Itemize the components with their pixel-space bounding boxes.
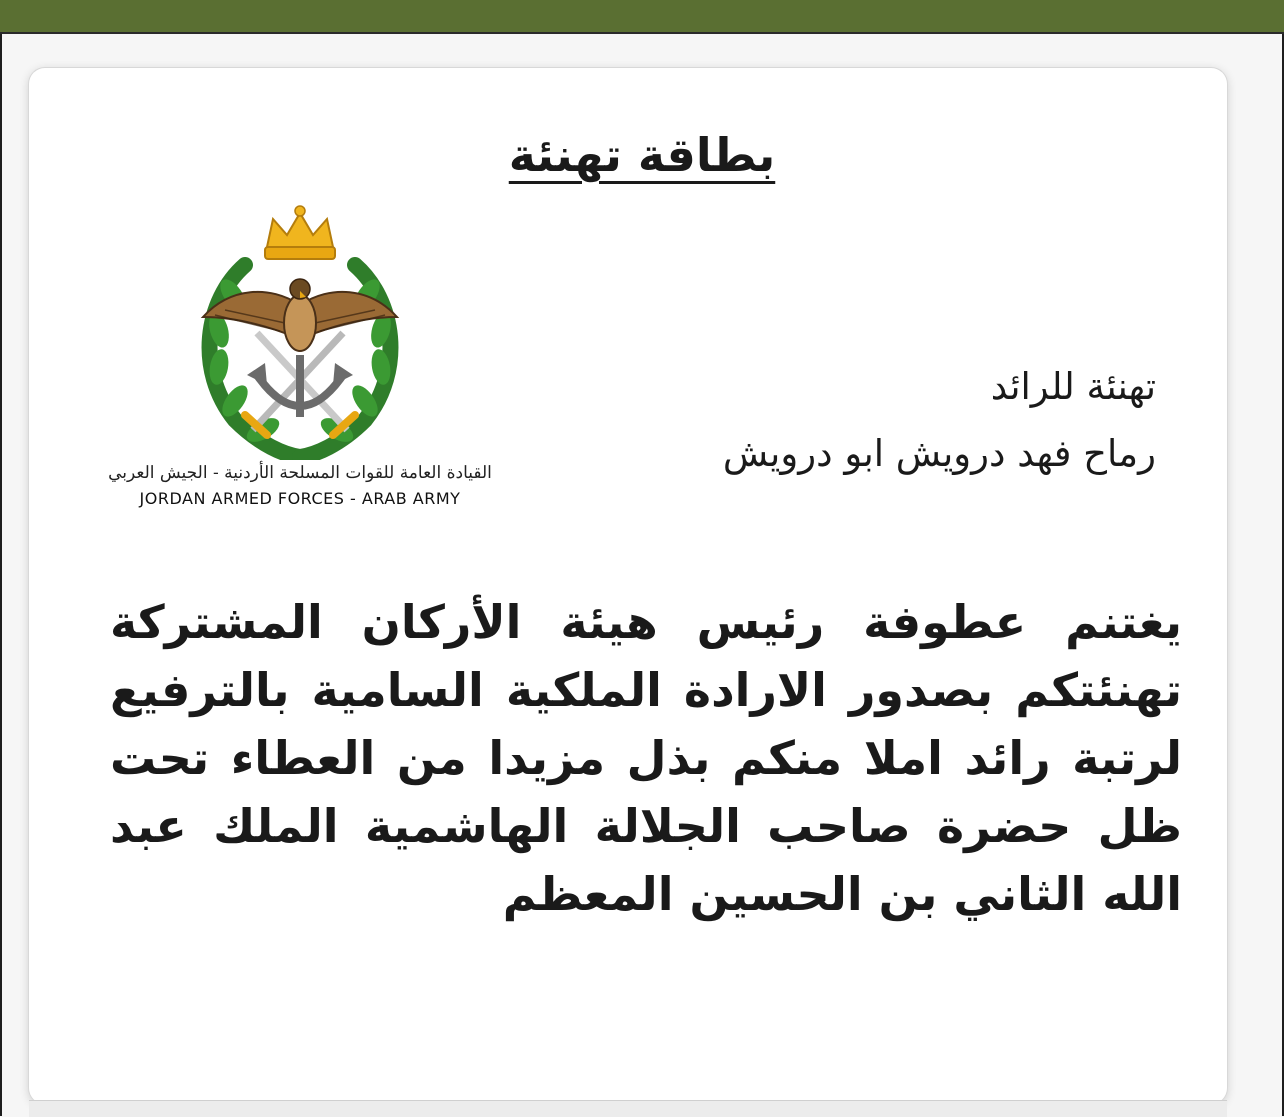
top-bar xyxy=(0,0,1284,34)
congratulation-message: يغتنم عطوفة رئيس هيئة الأركان المشتركة تهنئتكم بصدور الارادة الملكية السامية بالترفيع لرتبة رائد املا منكم بذل مزيدا من العطاء تحت ظل حضرة صاحب الجلالة الهاشمية الملك عبد الله الثاني بن الحسين المعظم xyxy=(110,595,1182,921)
greeting-name: رماح فهد درويش ابو درويش xyxy=(722,432,1156,475)
greeting-rank: تهنئة للرائد xyxy=(990,365,1156,408)
next-card-edge xyxy=(29,1100,1227,1117)
emblem-english-caption: JORDAN ARMED FORCES - ARAB ARMY xyxy=(139,489,461,508)
jaf-emblem-icon xyxy=(175,205,425,460)
emblem xyxy=(100,205,500,515)
frame-left-border xyxy=(0,34,2,1116)
card-title-wrapper xyxy=(0,128,1284,182)
emblem-arabic-caption: القيادة العامة للقوات المسلحة الأردنية - الجيش العربي xyxy=(108,463,492,483)
card-title: بطاقة تهنئة xyxy=(508,128,776,182)
